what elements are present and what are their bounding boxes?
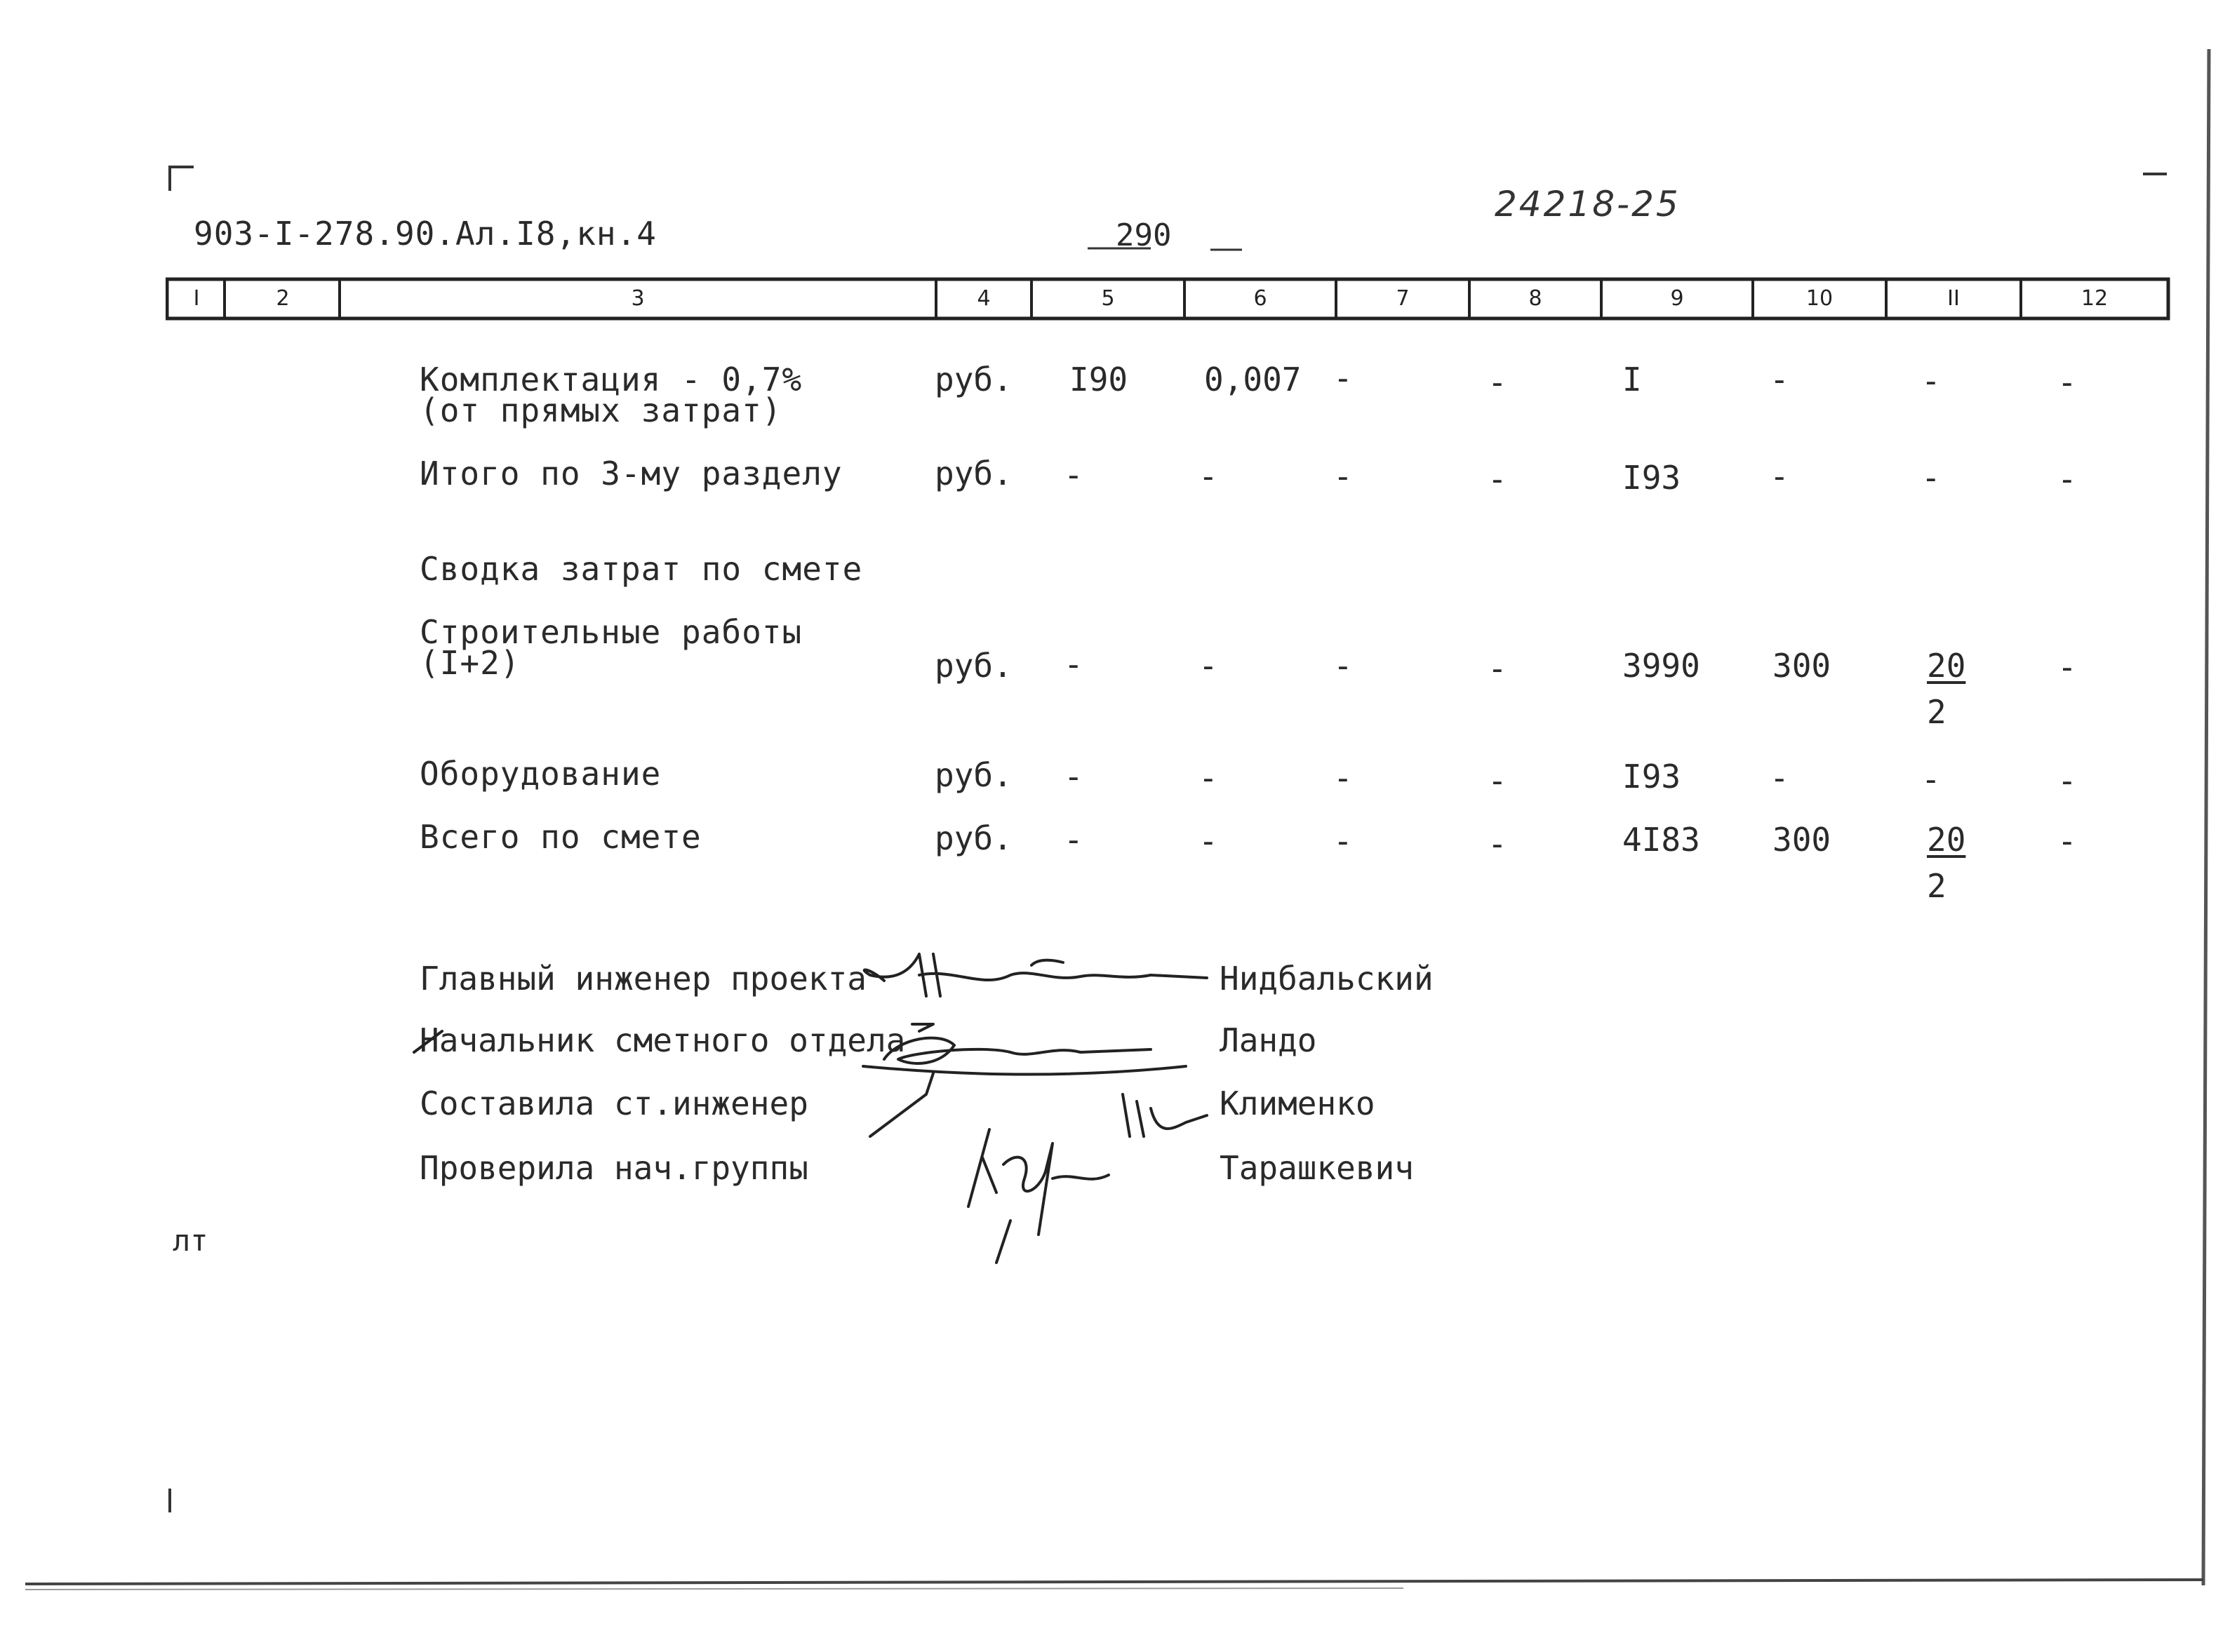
column-number-1: I — [193, 286, 200, 311]
row-label-line: Оборудование — [420, 755, 662, 793]
cell-col10: - — [1770, 759, 1789, 797]
column-number-8: 8 — [1528, 286, 1542, 311]
signature-name: Клименко — [1220, 1084, 1375, 1122]
row-unit: руб. — [935, 647, 1013, 685]
handwritten-signatures — [379, 926, 1221, 1291]
signature-name: Тарашкевич — [1220, 1149, 1414, 1187]
cell-col7: - — [1333, 457, 1353, 495]
row-unit: руб. — [935, 819, 1013, 857]
signature-role: Главный инженер проекта — [420, 960, 867, 998]
cell-col5: - — [1064, 645, 1083, 683]
signature-role: Составила ст.инженер — [420, 1084, 808, 1122]
signature-role: Проверила нач.группы — [420, 1149, 808, 1187]
footer-mark: лт — [173, 1223, 208, 1258]
signature-name: Нидбальский — [1220, 960, 1434, 998]
cell-col8: - — [1488, 762, 1507, 800]
cell-col7: - — [1333, 759, 1353, 797]
cell-col11-subvalue: 2 — [1927, 867, 1946, 905]
cell-col9: 4I83 — [1622, 821, 1700, 859]
cell-col9: I — [1622, 361, 1642, 398]
row-label-line: Всего по смете — [420, 818, 702, 856]
handwritten-archive-number: 24218-25 — [1495, 184, 1681, 224]
cell-col6: - — [1198, 759, 1218, 797]
cell-col12: - — [2057, 762, 2077, 800]
cell-col11-subvalue: 2 — [1927, 693, 1946, 731]
row-unit: руб. — [935, 455, 1013, 492]
column-number-6: 6 — [1253, 286, 1267, 311]
column-number-12: 12 — [2081, 286, 2109, 311]
cell-col10: 300 — [1772, 647, 1831, 685]
cell-col7: - — [1333, 822, 1353, 860]
column-number-7: 7 — [1396, 286, 1410, 311]
cell-col9: I93 — [1622, 758, 1681, 795]
cell-col9: 3990 — [1622, 647, 1700, 685]
row-label-line: (I+2) — [420, 644, 521, 682]
cell-col6: - — [1198, 647, 1218, 685]
cell-col11: - — [1921, 459, 1941, 497]
row-label-line: Комплектация - 0,7% — [420, 361, 803, 398]
cell-col5: - — [1064, 821, 1083, 859]
cell-col10: - — [1770, 361, 1789, 398]
page-number: 290 — [1116, 217, 1172, 253]
cell-col6: - — [1198, 457, 1218, 495]
cell-col6: - — [1198, 822, 1218, 860]
cell-col11-numerator: 20 — [1927, 647, 1966, 685]
cell-col8: - — [1488, 363, 1507, 401]
cell-col11: - — [1921, 760, 1941, 798]
cell-col12: - — [2057, 460, 2077, 498]
column-number-9: 9 — [1670, 286, 1684, 311]
row-label-line: Строительные работы — [420, 613, 803, 651]
cell-col6: 0,007 — [1204, 361, 1302, 398]
cell-col8: - — [1488, 825, 1507, 863]
row-label-line: Итого по 3-му разделу — [420, 455, 843, 492]
cell-col5: I90 — [1069, 361, 1128, 398]
cell-col5: - — [1064, 456, 1083, 494]
column-number-5: 5 — [1101, 286, 1115, 311]
cell-col8: - — [1488, 650, 1507, 687]
document-code: 903-I-278.90.Ал.I8,кн.4 — [194, 215, 657, 253]
cell-col11: - — [1921, 362, 1941, 400]
row-unit: руб. — [935, 756, 1013, 794]
cell-col10: - — [1770, 457, 1789, 495]
column-number-2: 2 — [276, 286, 290, 311]
cell-col12: - — [2057, 363, 2077, 401]
column-number-3: 3 — [631, 286, 645, 311]
section-heading: Сводка затрат по смете — [420, 550, 863, 588]
column-number-11: II — [1947, 286, 1960, 311]
cell-col12: - — [2057, 822, 2077, 860]
cell-col11-numerator: 20 — [1927, 821, 1966, 859]
cell-col9: I93 — [1622, 459, 1681, 497]
cell-col10: 300 — [1772, 821, 1831, 859]
cell-col8: - — [1488, 460, 1507, 498]
column-number-4: 4 — [977, 286, 991, 311]
signature-role: Начальник сметного отдела — [420, 1021, 906, 1059]
cell-col7: - — [1333, 647, 1353, 685]
row-unit: руб. — [935, 361, 1013, 398]
page-number-underline — [1088, 246, 1242, 254]
cell-col7: - — [1333, 359, 1353, 397]
column-number-10: 10 — [1805, 286, 1834, 311]
row-label-line: (от прямых затрат) — [420, 391, 782, 429]
cell-col5: - — [1064, 758, 1083, 795]
cell-col12: - — [2057, 648, 2077, 686]
signature-name: Ландо — [1220, 1021, 1317, 1059]
